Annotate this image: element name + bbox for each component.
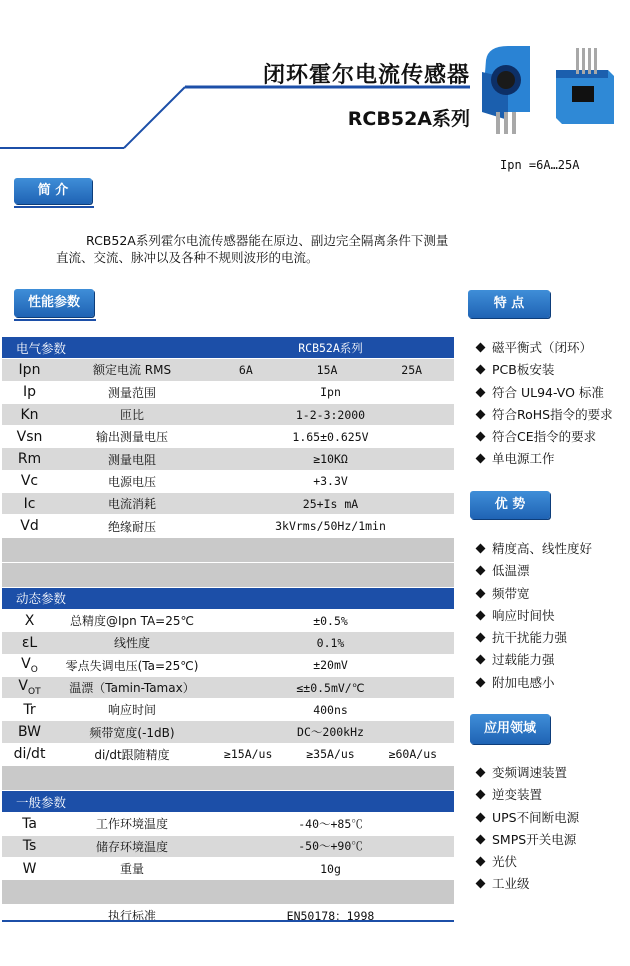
param-name: 匝比	[57, 403, 207, 425]
intro-tag-underline	[14, 204, 94, 210]
diamond-bullet-icon	[476, 655, 486, 665]
param-symbol: Ip	[2, 381, 57, 403]
diamond-bullet-icon	[476, 544, 486, 554]
table-row	[2, 699, 454, 721]
param-symbol: $V_O$	[2, 654, 57, 676]
intro-text: RCB52A系列霍尔电流传感器能在原边、副边完全隔离条件下测量直流、交流、脉冲以及各种不规则波形的电流。	[56, 233, 449, 265]
list-item: SMPS开关电源	[477, 829, 579, 851]
param-name: 绝缘耐压	[57, 515, 207, 537]
param-value: -50～+90℃	[207, 835, 454, 857]
table-row	[2, 493, 454, 515]
blank-row	[2, 880, 454, 905]
list-item: 附加电感小	[477, 672, 592, 694]
param-value: ≥15A/us	[223, 747, 273, 762]
param-symbol: Ipn	[2, 359, 57, 381]
diamond-bullet-icon	[476, 633, 486, 643]
param-symbol: BW	[2, 721, 57, 743]
section-label: 一般参数	[2, 791, 454, 813]
table-row	[2, 743, 454, 765]
param-name: 重量	[57, 857, 207, 879]
blank-row	[2, 537, 454, 562]
diamond-bullet-icon	[476, 588, 486, 598]
param-name: 频带宽度(-1dB)	[57, 721, 207, 743]
table-row	[2, 905, 454, 927]
param-symbol: Vsn	[2, 426, 57, 448]
features-list	[477, 337, 613, 471]
param-symbol: Kn	[2, 403, 57, 425]
params-table	[2, 337, 454, 928]
diamond-bullet-icon	[476, 879, 486, 889]
table-bottom-rule	[2, 919, 454, 923]
param-value: -40～+85℃	[207, 813, 454, 835]
param-name: 储存环境温度	[57, 835, 207, 857]
diamond-bullet-icon	[476, 677, 486, 687]
param-value: 1.65±0.625V	[207, 426, 454, 448]
param-symbol: X	[2, 609, 57, 631]
table-row	[2, 835, 454, 857]
list-item: 符合CE指令的要求	[477, 426, 613, 448]
param-value: ≥60A/us	[388, 747, 438, 762]
diamond-bullet-icon	[476, 343, 486, 353]
param-value: 25A	[401, 362, 423, 377]
diamond-bullet-icon	[476, 857, 486, 867]
advantages-tag: 优 势	[470, 491, 550, 519]
param-symbol: W	[2, 857, 57, 879]
param-value: 3kVrms/50Hz/1min	[207, 515, 454, 537]
param-name: 零点失调电压(Ta=25℃)	[57, 654, 207, 676]
table-row	[2, 609, 454, 631]
diamond-bullet-icon	[476, 812, 486, 822]
series-label: RCB52A系列	[207, 337, 454, 359]
list-item: 频带宽	[477, 583, 592, 605]
table-row	[2, 676, 454, 698]
list-item: 单电源工作	[477, 448, 613, 470]
param-value: ≤±0.5mV/℃	[207, 676, 454, 698]
param-value: ±0.5%	[207, 609, 454, 631]
param-symbol: Vd	[2, 515, 57, 537]
param-value: 25+Is mA	[207, 493, 454, 515]
param-value: 10g	[207, 857, 454, 879]
features-tag: 特 点	[468, 290, 550, 318]
applications-tag: 应用领域	[470, 714, 550, 744]
list-item: 精度高、线性度好	[477, 538, 592, 560]
list-item: PCB板安装	[477, 359, 613, 381]
table-row	[2, 857, 454, 879]
table-row	[2, 403, 454, 425]
table-row	[2, 632, 454, 654]
list-item: 低温漂	[477, 560, 592, 582]
param-symbol: Rm	[2, 448, 57, 470]
param-name: 响应时间	[57, 699, 207, 721]
table-row	[2, 721, 454, 743]
param-value: ±20mV	[207, 654, 454, 676]
list-item: 符合RoHS指令的要求	[477, 404, 613, 426]
diamond-bullet-icon	[476, 610, 486, 620]
param-symbol: Ic	[2, 493, 57, 515]
diamond-bullet-icon	[476, 768, 486, 778]
param-symbol: Vc	[2, 470, 57, 492]
param-name: 工作环境温度	[57, 813, 207, 835]
table-row	[2, 359, 454, 381]
table-row	[2, 515, 454, 537]
param-symbol: Ta	[2, 813, 57, 835]
product-series: RCB52A系列	[347, 108, 470, 130]
table-row	[2, 470, 454, 492]
advantages-list	[477, 538, 592, 694]
param-symbol: εL	[2, 632, 57, 654]
params-tag: 性能参数	[14, 289, 94, 317]
param-name: 测量电阻	[57, 448, 207, 470]
table-row	[2, 448, 454, 470]
section-label: 电气参数	[2, 337, 207, 359]
list-item: UPS不间断电源	[477, 807, 579, 829]
diamond-bullet-icon	[476, 790, 486, 800]
standard-value: EN50178：1998	[207, 905, 454, 927]
list-item: 变频调速装置	[477, 762, 579, 784]
param-name: di/dt跟随精度	[57, 743, 207, 765]
applications-list	[477, 762, 579, 896]
param-value: ≥35A/us	[306, 747, 355, 762]
param-value: ≥10KΩ	[207, 448, 454, 470]
section-electrical	[2, 337, 454, 359]
list-item: 符合 UL94-VO 标准	[477, 382, 613, 404]
param-name: 总精度@Ipn TA=25℃	[57, 609, 207, 631]
param-value: 400ns	[207, 699, 454, 721]
param-name: 额定电流 RMS	[57, 359, 207, 381]
param-name: 电源电压	[57, 470, 207, 492]
diamond-bullet-icon	[476, 566, 486, 576]
param-name: 电流消耗	[57, 493, 207, 515]
table-row	[2, 381, 454, 403]
param-value: 6A	[238, 362, 253, 377]
table-row	[2, 813, 454, 835]
diamond-bullet-icon	[476, 834, 486, 844]
blank-row	[2, 562, 454, 587]
param-name: 测量范围	[57, 381, 207, 403]
param-symbol: $V_{OT}$	[2, 676, 57, 698]
param-symbol: di/dt	[2, 743, 57, 765]
param-value: 0.1%	[207, 632, 454, 654]
list-item: 逆变装置	[477, 784, 579, 806]
param-name: 线性度	[57, 632, 207, 654]
param-value: 15A	[316, 362, 338, 377]
param-value: +3.3V	[207, 470, 454, 492]
product-title: 闭环霍尔电流传感器	[262, 63, 470, 88]
ipn-range: Ipn =6A…25A	[500, 158, 580, 172]
param-value: DC～200kHz	[207, 721, 454, 743]
table-row	[2, 654, 454, 676]
section-general	[2, 791, 454, 813]
param-symbol: Tr	[2, 699, 57, 721]
sensor-product-image	[468, 42, 618, 142]
param-name: 输出测量电压	[57, 426, 207, 448]
diamond-bullet-icon	[476, 432, 486, 442]
intro-tag: 简 介	[14, 178, 92, 204]
diamond-bullet-icon	[476, 387, 486, 397]
diamond-bullet-icon	[476, 409, 486, 419]
section-label: 动态参数	[2, 587, 454, 609]
blank-row	[2, 766, 454, 791]
diamond-bullet-icon	[476, 365, 486, 375]
params-tag-underline	[14, 317, 96, 323]
param-symbol: Ts	[2, 835, 57, 857]
standard-name: 执行标准	[57, 905, 207, 927]
list-item: 光伏	[477, 851, 579, 873]
param-value: 1-2-3:2000	[207, 403, 454, 425]
list-item: 过载能力强	[477, 649, 592, 671]
list-item: 响应时间快	[477, 605, 592, 627]
diamond-bullet-icon	[476, 454, 486, 464]
table-row	[2, 426, 454, 448]
list-item: 抗干扰能力强	[477, 627, 592, 649]
section-dynamic	[2, 587, 454, 609]
param-name: 温漂（Tamin-Tamax）	[57, 676, 207, 698]
list-item: 工业级	[477, 873, 579, 895]
list-item: 磁平衡式（闭环）	[477, 337, 613, 359]
param-value: Ipn	[207, 381, 454, 403]
